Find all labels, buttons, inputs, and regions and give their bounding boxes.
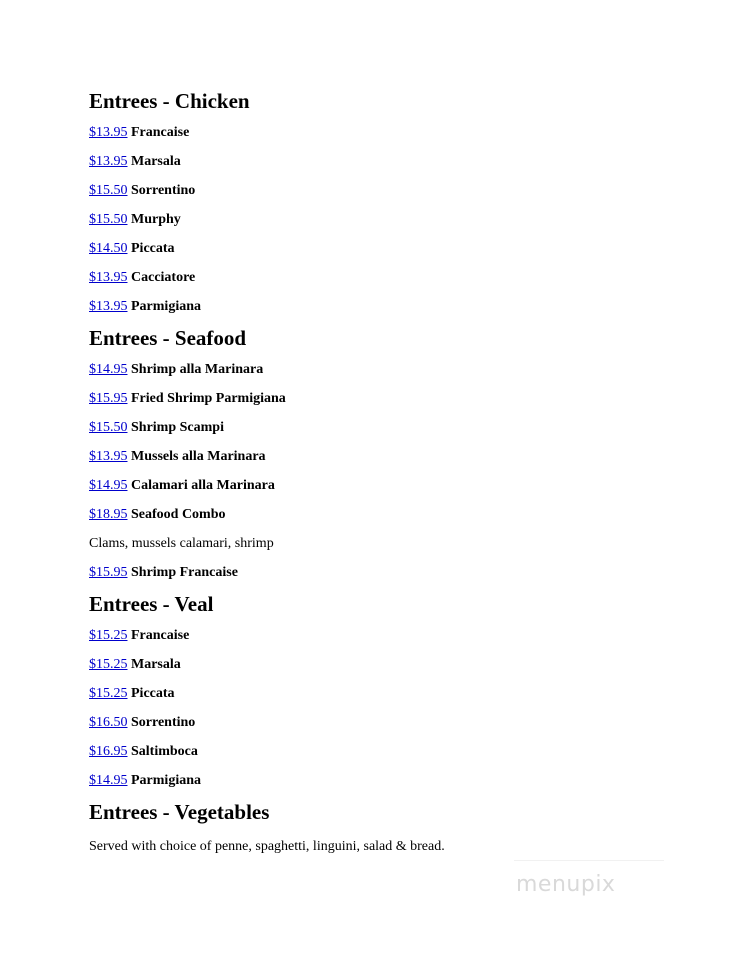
item-name: Francaise (131, 125, 190, 140)
item-description: Served with choice of penne, spaghetti, linguini, salad & bread. (89, 839, 445, 854)
price-link[interactable]: $13.95 (89, 270, 128, 285)
price-link[interactable]: $13.95 (89, 449, 128, 464)
menu-section (89, 86, 709, 316)
menu-item (89, 419, 709, 437)
menu-section (89, 589, 709, 790)
menu-item (89, 298, 709, 316)
item-name: Marsala (131, 657, 181, 672)
item-name: Francaise (131, 628, 190, 643)
menu-item (89, 743, 709, 761)
menu-item (89, 564, 709, 582)
price-link[interactable]: $13.95 (89, 299, 128, 314)
menu-item (89, 211, 709, 229)
menu-section (89, 797, 709, 856)
price-link[interactable]: $14.95 (89, 773, 128, 788)
menu-item (89, 361, 709, 379)
price-link[interactable]: $15.50 (89, 212, 128, 227)
menu-item (89, 477, 709, 495)
price-link[interactable]: $13.95 (89, 154, 128, 169)
item-name: Parmigiana (131, 773, 201, 788)
price-link[interactable]: $15.25 (89, 657, 128, 672)
item-name: Seafood Combo (131, 507, 226, 522)
section-title: Entrees - Chicken (89, 89, 250, 113)
item-name: Shrimp Francaise (131, 565, 238, 580)
menu-item (89, 240, 709, 258)
item-name: Mussels alla Marinara (131, 449, 266, 464)
price-link[interactable]: $15.95 (89, 565, 128, 580)
item-name: Saltimboca (131, 744, 198, 759)
price-link[interactable]: $13.95 (89, 125, 128, 140)
item-name: Cacciatore (131, 270, 196, 285)
menu-section (89, 323, 709, 582)
menupix-watermark (514, 860, 664, 910)
menu-content (89, 86, 709, 856)
menu-item (89, 656, 709, 674)
price-link[interactable]: $16.95 (89, 744, 128, 759)
item-name: Parmigiana (131, 299, 201, 314)
price-link[interactable]: $14.50 (89, 241, 128, 256)
price-link[interactable]: $18.95 (89, 507, 128, 522)
menu-item (89, 685, 709, 703)
section-title: Entrees - Seafood (89, 326, 247, 350)
menu-item (89, 269, 709, 287)
menu-item (89, 506, 709, 524)
item-name: Shrimp alla Marinara (131, 362, 264, 377)
price-link[interactable]: $15.25 (89, 628, 128, 643)
watermark-text: menupix (516, 872, 616, 897)
item-name: Fried Shrimp Parmigiana (131, 391, 286, 406)
menu-item (89, 124, 709, 142)
item-name: Shrimp Scampi (131, 420, 224, 435)
item-description: Clams, mussels calamari, shrimp (89, 536, 274, 551)
menu-item (89, 390, 709, 408)
menu-item (89, 627, 709, 645)
price-link[interactable]: $14.95 (89, 362, 128, 377)
section-title: Entrees - Veal (89, 592, 214, 616)
item-name: Sorrentino (131, 183, 196, 198)
item-name: Murphy (131, 212, 181, 227)
section-title: Entrees - Vegetables (89, 800, 270, 824)
menu-item (89, 182, 709, 200)
price-link[interactable]: $16.50 (89, 715, 128, 730)
price-link[interactable]: $15.50 (89, 420, 128, 435)
price-link[interactable]: $14.95 (89, 478, 128, 493)
price-link[interactable]: $15.25 (89, 686, 128, 701)
item-name: Sorrentino (131, 715, 196, 730)
item-name: Piccata (131, 241, 175, 256)
menu-item (89, 448, 709, 466)
menu-item (89, 153, 709, 171)
price-link[interactable]: $15.95 (89, 391, 128, 406)
item-name: Piccata (131, 686, 175, 701)
price-link[interactable]: $15.50 (89, 183, 128, 198)
menu-item (89, 772, 709, 790)
item-name: Marsala (131, 154, 181, 169)
watermark-divider (514, 860, 664, 861)
menu-item (89, 714, 709, 732)
item-name: Calamari alla Marinara (131, 478, 275, 493)
